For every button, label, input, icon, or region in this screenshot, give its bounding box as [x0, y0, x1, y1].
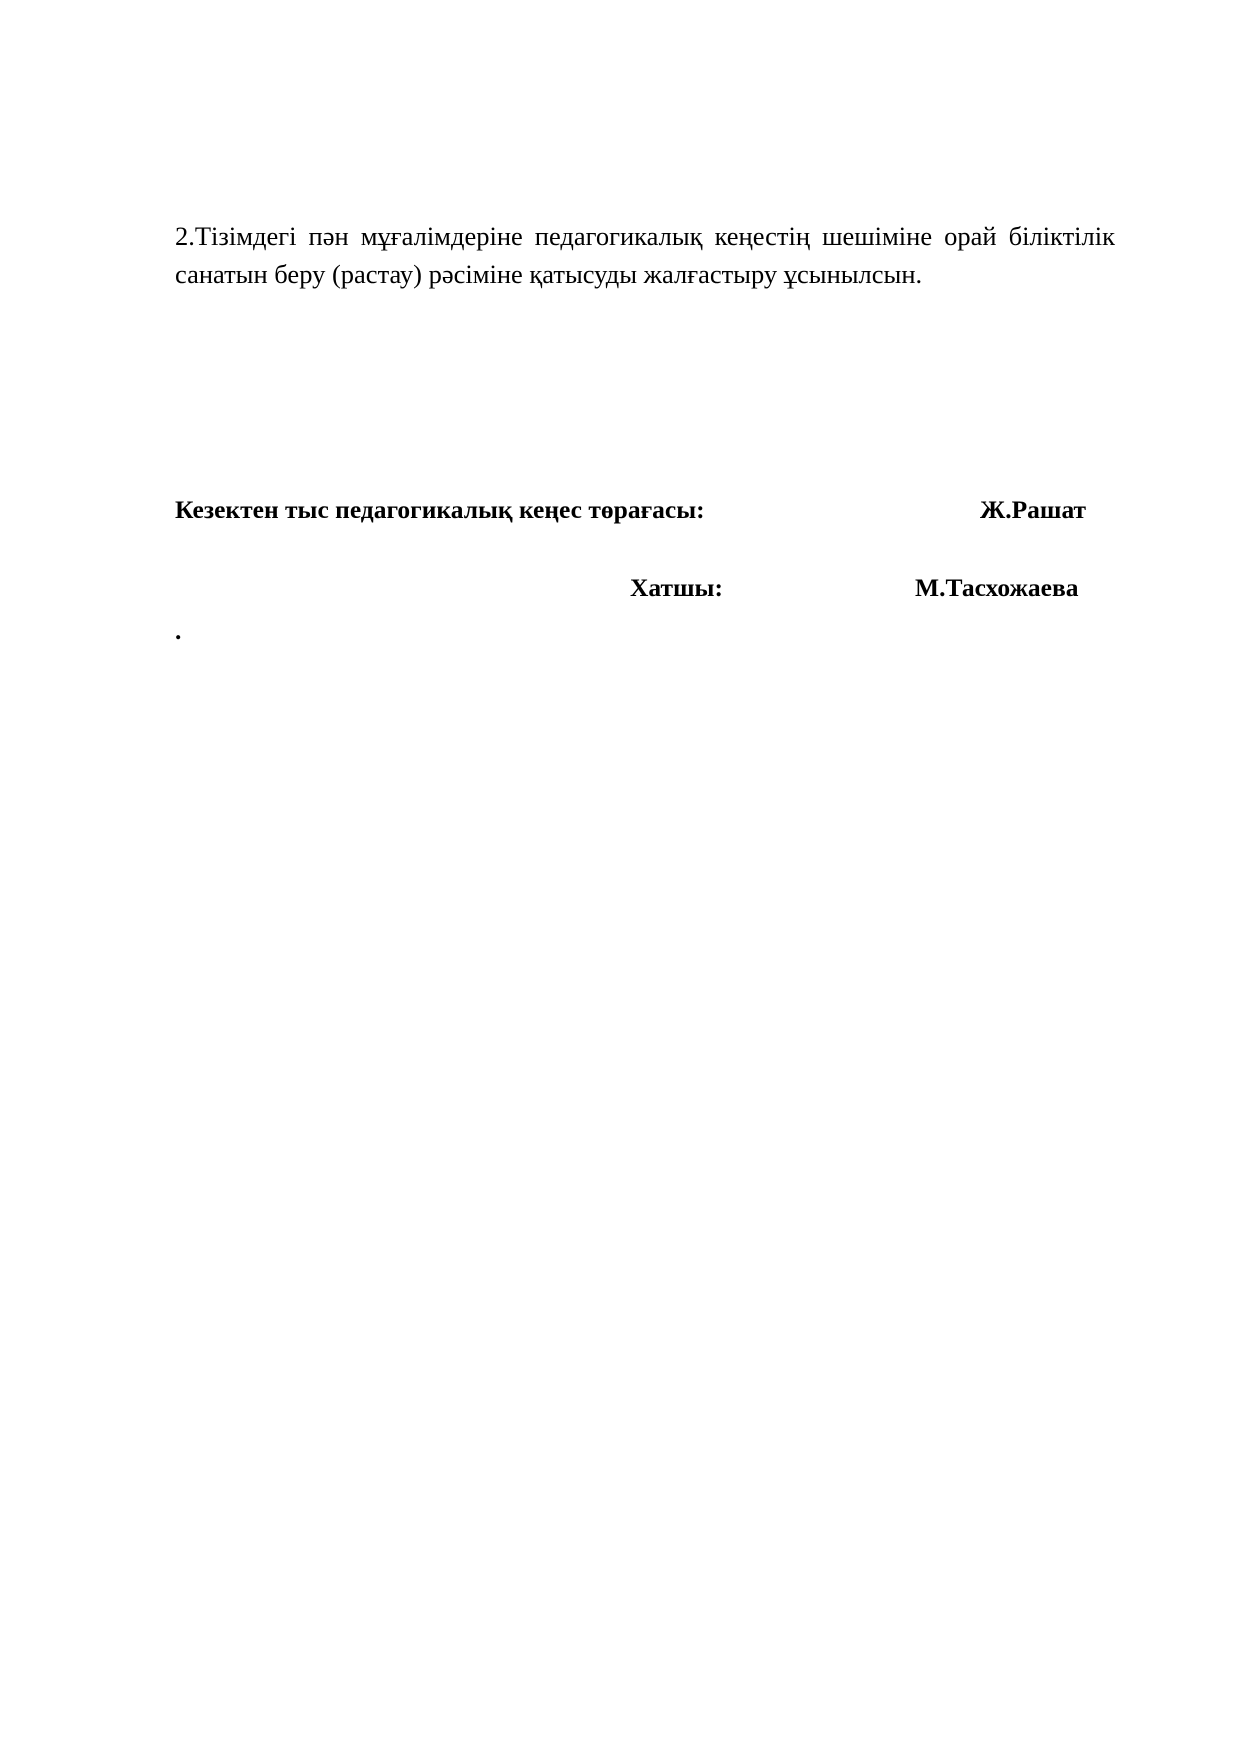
signature-row-chair: [175, 495, 1115, 541]
signature-block: [175, 495, 1115, 619]
secretary-name: М.Тасхожаева: [915, 573, 1079, 602]
trailing-mark: .: [175, 616, 182, 645]
signature-row-secretary: [175, 573, 1115, 619]
chair-label: Кезектен тыс педагогикалық кеңес төрағасы:: [175, 495, 705, 524]
chair-name: Ж.Рашат: [980, 495, 1087, 524]
secretary-label: Хатшы:: [630, 573, 723, 602]
body-paragraph: 2.Тізімдегі пән мұғалімдеріне педагогикалық кеңестің шешіміне орай біліктілік санатын беру (растау) рәсіміне қатысуды жалғастыру ұсынылсын.: [175, 220, 1115, 290]
